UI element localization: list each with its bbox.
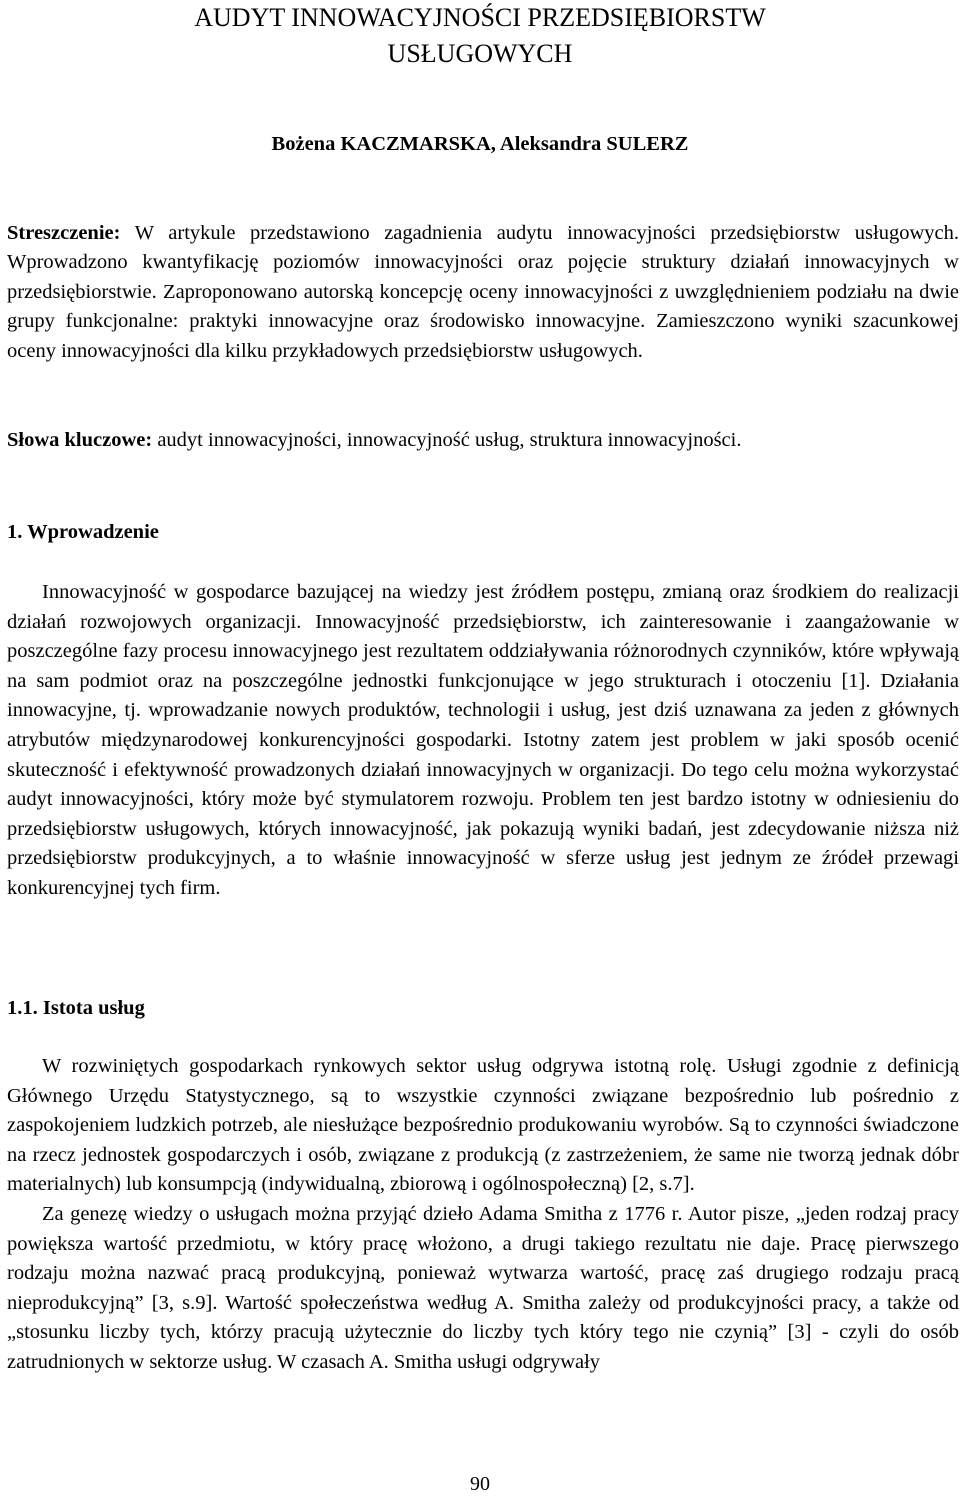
title-line-2: USŁUGOWYCH xyxy=(387,39,573,68)
paragraph: Innowacyjność w gospodarce bazującej na wiedzy jest źródłem postępu, zmianą oraz środkiem do realizacji działań rozwojowych organizacji. Innowacyjność przedsiębiorstw, ich zainteresowanie i zaangażowanie w poszczególne fazy procesu innowacyjnego jest rezultatem oddziaływania różnorodnych czynników, które wpływają na sam podmiot oraz na poszczególne jednostki funkcjonujące w jego strukturach i otoczeniu [1]. Działania innowacyjne, tj. wprowadzanie nowych produktów, technologii i usług, jest dziś uznawana za jeden z głównych atrybutów międzynarodowej konkurencyjności gospodarki. Istotny zatem jest problem w jaki sposób ocenić skuteczność i efektywność prowadzonych działań innowacyjnych w organizacji. Do tego celu można wykorzystać audyt innowacyjności, który może być stymulatorem rozwoju. Problem ten jest bardzo istotny w odniesieniu do przedsiębiorstw usługowych, których innowacyjność, jak pokazują wyniki badań, jest zdecydowanie niższa niż przedsiębiorstw produkcyjnych, a to właśnie innowacyjność w sferze usług jest jednym ze źródeł przewagi konkurencyjnej tych firm. xyxy=(7,581,959,899)
section-heading-introduction: 1. Wprowadzenie xyxy=(7,521,159,543)
abstract xyxy=(7,219,959,366)
paragraph: W rozwiniętych gospodarkach rynkowych sektor usług odgrywa istotną rolę. Usługi zgodnie z definicją Głównego Urzędu Statystycznego, są to wszystkie czynności związane bezpośrednio lub pośrednio z zaspokojeniem ludzkich potrzeb, ale niesłużące bezpośrednio produkowaniu wyrobów. Są to czynności świadczone na rzecz jednostek gospodarczych i osób, związane z produkcją (z zastrzeżeniem, że same nie tworzą jednak dóbr materialnych) lub konsumpcją (indywidualną, zbiorową i ogólnospołeczną) [2, s.7]. xyxy=(7,1055,959,1196)
services-body xyxy=(7,1052,959,1378)
paper-title xyxy=(7,0,953,72)
keywords xyxy=(7,426,959,455)
abstract-text: W artykule przedstawiono zagadnienia audytu innowacyjności przedsiębiorstw usługowych. Wprowadzono kwantyfikację poziomów innowacyjności oraz pojęcie struktury działań innowacyjnych w przedsiębiorstwie. Zaproponowano autorską koncepcję oceny innowacyjności z uwzględnieniem podziału na dwie grupy funkcjonalne: praktyki innowacyjne oraz środowisko innowacyjne. Zamieszczono wyniki szacunkowej oceny innowacyjności dla kilku przykładowych przedsiębiorstw usługowych. xyxy=(7,222,959,362)
authors: Bożena KACZMARSKA, Aleksandra SULERZ xyxy=(271,133,689,155)
paragraph: Za genezę wiedzy o usługach można przyjąć dzieło Adama Smitha z 1776 r. Autor pisze, „jeden rodzaj pracy powiększa wartość przedmiotu, w który pracę włożono, a drugi takiego rezultatu nie daje. Pracę pierwszego rodzaju można nazwać pracą produkcyjną, ponieważ wytwarza wartość, pracę zaś drugiego rodzaju pracą nieprodukcyjną” [3, s.9]. Wartość społeczeństwa według A. Smitha zależy od produkcyjności pracy, a także od „stosunku liczby tych, którzy pracują użytecznie do liczby tych który tego nie czynią” [3] - czyli do osób zatrudnionych w sektorze usług. W czasach A. Smitha usługi odgrywały xyxy=(7,1202,959,1373)
section-heading-services: 1.1. Istota usług xyxy=(7,997,145,1019)
keywords-text: audyt innowacyjności, innowacyjność usług, struktura innowacyjności. xyxy=(152,429,742,451)
page-number: 90 xyxy=(470,1473,490,1495)
keywords-label: Słowa kluczowe: xyxy=(7,429,153,451)
introduction-body xyxy=(7,578,959,904)
abstract-label: Streszczenie: xyxy=(7,222,121,244)
title-line-1: AUDYT INNOWACYJNOŚCI PRZEDSIĘBIORSTW xyxy=(194,3,766,32)
